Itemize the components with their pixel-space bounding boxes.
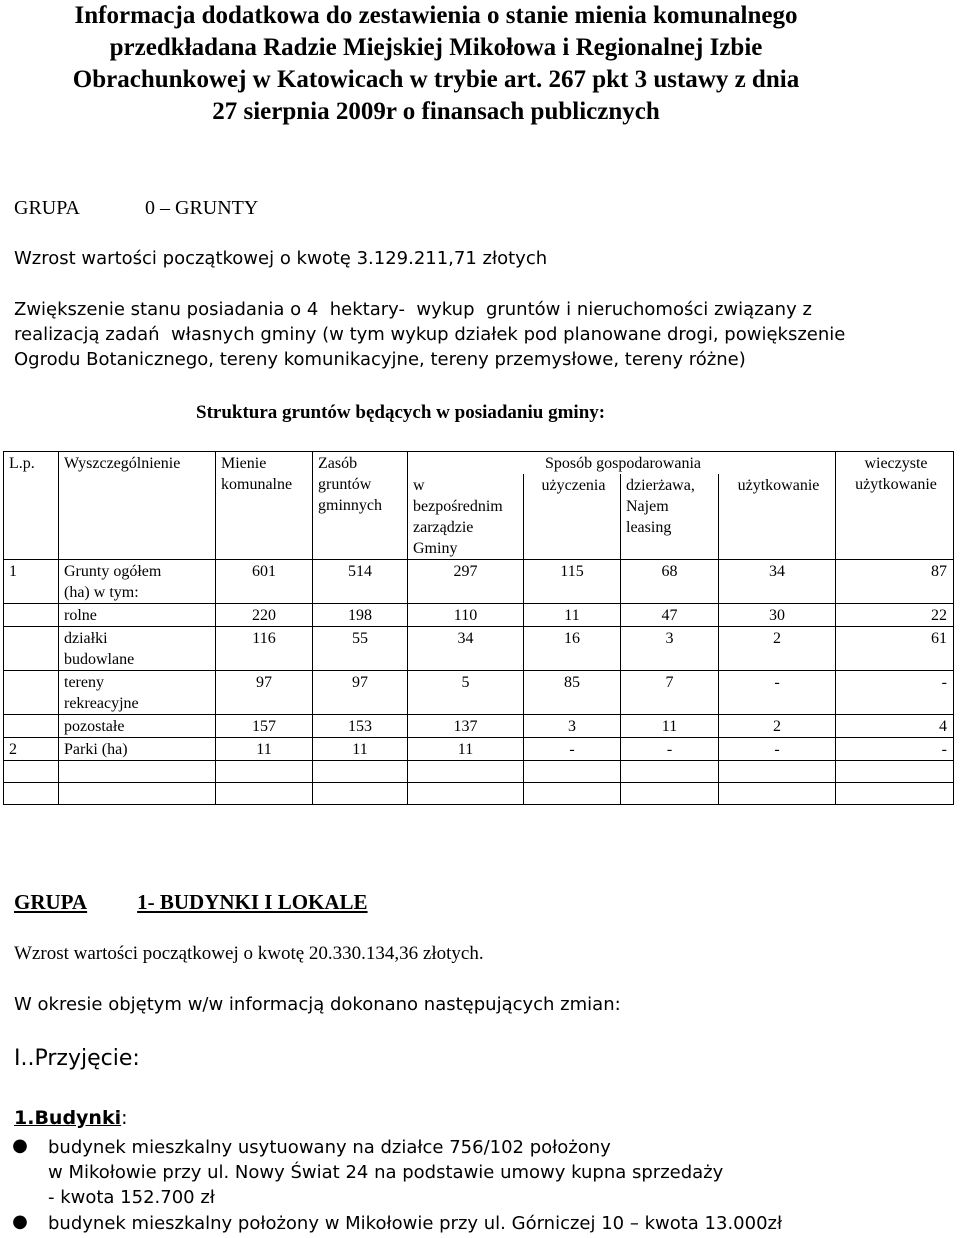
- cell-value: 2: [719, 715, 836, 738]
- cell-value: 110: [408, 604, 524, 627]
- cell-empty: [621, 761, 719, 783]
- cell-value: 198: [313, 604, 408, 627]
- table-row: [4, 715, 954, 738]
- cell-value: 153: [313, 715, 408, 738]
- cell-name-line: działki: [64, 630, 108, 647]
- cell-empty: [719, 761, 836, 783]
- cell-value: 5: [408, 671, 524, 715]
- table-row: [4, 738, 954, 761]
- cell-name-line: Parki (ha): [64, 741, 128, 758]
- header-zasob: [313, 452, 408, 560]
- budynki-heading: [14, 1107, 128, 1129]
- cell-name-line: tereny: [64, 674, 104, 691]
- header-text: leasing: [626, 519, 672, 536]
- cell-name: [59, 604, 216, 627]
- header-text: w: [413, 477, 425, 494]
- cell-name: [59, 715, 216, 738]
- cell-value: 4: [836, 715, 954, 738]
- table-row: [4, 604, 954, 627]
- cell-empty: [524, 761, 621, 783]
- cell-name: [59, 738, 216, 761]
- cell-value: 297: [408, 560, 524, 604]
- group0-growth: Wzrost wartości początkowej o kwotę 3.129.211,71 złotych: [14, 248, 548, 269]
- cell-value: -: [836, 738, 954, 761]
- header-text: wieczyste: [864, 455, 928, 472]
- cell-name-line: Grunty ogółem: [64, 563, 162, 580]
- list-item-line: w Mikołowie przy ul. Nowy Świat 24 na podstawie umowy kupna sprzedaży: [48, 1162, 724, 1183]
- header-text: gminnych: [318, 497, 382, 514]
- header-text: użytkowanie: [855, 476, 937, 493]
- table-header-row: [4, 452, 954, 475]
- cell-value: 2: [719, 627, 836, 671]
- cell-lp: 1: [4, 560, 59, 604]
- table-row: [4, 560, 954, 604]
- cell-value: 11: [313, 738, 408, 761]
- cell-value: 116: [216, 627, 313, 671]
- table-row-empty: [4, 783, 954, 805]
- bullet-icon: ●: [12, 1211, 28, 1232]
- header-zarzad: [408, 474, 524, 560]
- cell-value: 115: [524, 560, 621, 604]
- cell-value: 22: [836, 604, 954, 627]
- cell-value: 97: [313, 671, 408, 715]
- cell-empty: [59, 783, 216, 805]
- cell-empty: [621, 783, 719, 805]
- cell-value: -: [621, 738, 719, 761]
- header-sposob: Sposób gospodarowania: [408, 452, 836, 475]
- cell-empty: [836, 783, 954, 805]
- group0-description: [14, 297, 894, 372]
- list-item-line: budynek mieszkalny usytuowany na działce 756/102 położony: [48, 1137, 611, 1158]
- group-label: GRUPA: [14, 197, 80, 219]
- cell-value: 3: [524, 715, 621, 738]
- header-mienie: [216, 452, 313, 560]
- table-row-empty: [4, 761, 954, 783]
- cell-empty: [719, 783, 836, 805]
- bullet-icon: ●: [12, 1135, 28, 1156]
- cell-name-line: rekreacyjne: [64, 695, 139, 712]
- cell-value: 11: [621, 715, 719, 738]
- cell-value: 514: [313, 560, 408, 604]
- group-label: GRUPA: [14, 890, 88, 914]
- header-text: Mienie: [221, 455, 267, 472]
- cell-empty: [836, 761, 954, 783]
- cell-lp: [4, 604, 59, 627]
- cell-empty: [4, 783, 59, 805]
- cell-value: 97: [216, 671, 313, 715]
- cell-value: 47: [621, 604, 719, 627]
- header-wieczyste: [836, 452, 954, 560]
- cell-value: 34: [408, 627, 524, 671]
- cell-value: 85: [524, 671, 621, 715]
- desc-line: Zwiększenie stanu posiadania o 4 hektary- wykup gruntów i nieruchomości związany z: [14, 299, 812, 320]
- cell-empty: [4, 761, 59, 783]
- cell-name-line: (ha) w tym:: [64, 584, 139, 601]
- cell-value: 220: [216, 604, 313, 627]
- cell-value: -: [524, 738, 621, 761]
- group1-growth: Wzrost wartości początkowej o kwotę 20.330.134,36 złotych.: [14, 943, 484, 964]
- list-item-line: - kwota 152.700 zł: [48, 1187, 215, 1208]
- header-text: Najem: [626, 498, 669, 515]
- cell-value: 34: [719, 560, 836, 604]
- list-item-line: budynek mieszkalny położony w Mikołowie przy ul. Górniczej 10 – kwota 13.000zł: [48, 1213, 783, 1234]
- cell-value: 55: [313, 627, 408, 671]
- header-dzierzawa: [621, 474, 719, 560]
- cell-value: 30: [719, 604, 836, 627]
- cell-value: 11: [216, 738, 313, 761]
- cell-value: -: [719, 671, 836, 715]
- header-text: komunalne: [221, 476, 293, 493]
- cell-value: -: [836, 671, 954, 715]
- header-uzytkowanie: użytkowanie: [719, 474, 836, 560]
- group1-heading: [14, 890, 368, 915]
- budynki-label: 1.Budynki: [14, 1107, 122, 1129]
- group-name: 1- BUDYNKI I LOKALE: [137, 890, 368, 914]
- cell-value: 16: [524, 627, 621, 671]
- cell-lp: [4, 671, 59, 715]
- intake-heading: I..Przyjęcie:: [14, 1046, 140, 1071]
- cell-lp: [4, 627, 59, 671]
- cell-empty: [216, 783, 313, 805]
- cell-value: 87: [836, 560, 954, 604]
- header-text: bezpośrednim: [413, 498, 503, 515]
- header-text: Zasób: [318, 455, 358, 472]
- title-line: przedkładana Radzie Miejskiej Mikołowa i Regionalnej Izbie: [109, 34, 763, 61]
- cell-value: 11: [408, 738, 524, 761]
- cell-empty: [313, 761, 408, 783]
- cell-value: 68: [621, 560, 719, 604]
- table-body: [4, 560, 954, 805]
- cell-name-line: rolne: [64, 607, 97, 624]
- cell-value: 7: [621, 671, 719, 715]
- cell-name: [59, 560, 216, 604]
- cell-value: 157: [216, 715, 313, 738]
- cell-lp: [4, 715, 59, 738]
- cell-empty: [524, 783, 621, 805]
- cell-name-line: budowlane: [64, 651, 135, 668]
- structure-title: Struktura gruntów będących w posiadaniu gminy:: [196, 402, 606, 423]
- group1-period: W okresie objętym w/w informacją dokonano następujących zmian:: [14, 994, 621, 1015]
- header-text: Gminy: [413, 540, 458, 557]
- cell-value: 3: [621, 627, 719, 671]
- cell-value: 137: [408, 715, 524, 738]
- cell-value: 11: [524, 604, 621, 627]
- cell-value: -: [719, 738, 836, 761]
- title-line: Obrachunkowej w Katowicach w trybie art. 267 pkt 3 ustawy z dnia: [72, 66, 800, 93]
- header-spec: Wyszczególnienie: [59, 452, 216, 560]
- header-text: zarządzie: [413, 519, 474, 536]
- cell-value: 601: [216, 560, 313, 604]
- cell-name: [59, 627, 216, 671]
- cell-value: 61: [836, 627, 954, 671]
- cell-lp: 2: [4, 738, 59, 761]
- group-name: 0 – GRUNTY: [145, 197, 259, 219]
- cell-empty: [408, 761, 524, 783]
- table-row: [4, 671, 954, 715]
- header-uzyczenia: użyczenia: [524, 474, 621, 560]
- header-text: gruntów: [318, 476, 372, 493]
- header-lp: L.p.: [4, 452, 59, 560]
- desc-line: realizacją zadań własnych gminy (w tym wykup działek pod planowane drogi, powiększenie: [14, 324, 846, 345]
- cell-empty: [216, 761, 313, 783]
- list-item: [48, 1211, 782, 1236]
- list-item: [48, 1135, 723, 1210]
- title-line: Informacja dodatkowa do zestawienia o stanie mienia komunalnego: [74, 2, 798, 29]
- land-structure-table: [3, 451, 954, 805]
- cell-empty: [408, 783, 524, 805]
- table-row: [4, 627, 954, 671]
- header-text: dzierżawa,: [626, 477, 695, 494]
- cell-empty: [313, 783, 408, 805]
- desc-line: Ogrodu Botanicznego, tereny komunikacyjne, tereny przemysłowe, tereny różne): [14, 349, 746, 370]
- cell-name: [59, 671, 216, 715]
- title-line: 27 sierpnia 2009r o finansach publicznych: [212, 98, 660, 125]
- budynki-colon: :: [121, 1107, 128, 1129]
- cell-name-line: pozostałe: [64, 718, 125, 735]
- cell-empty: [59, 761, 216, 783]
- document-title: [0, 0, 872, 128]
